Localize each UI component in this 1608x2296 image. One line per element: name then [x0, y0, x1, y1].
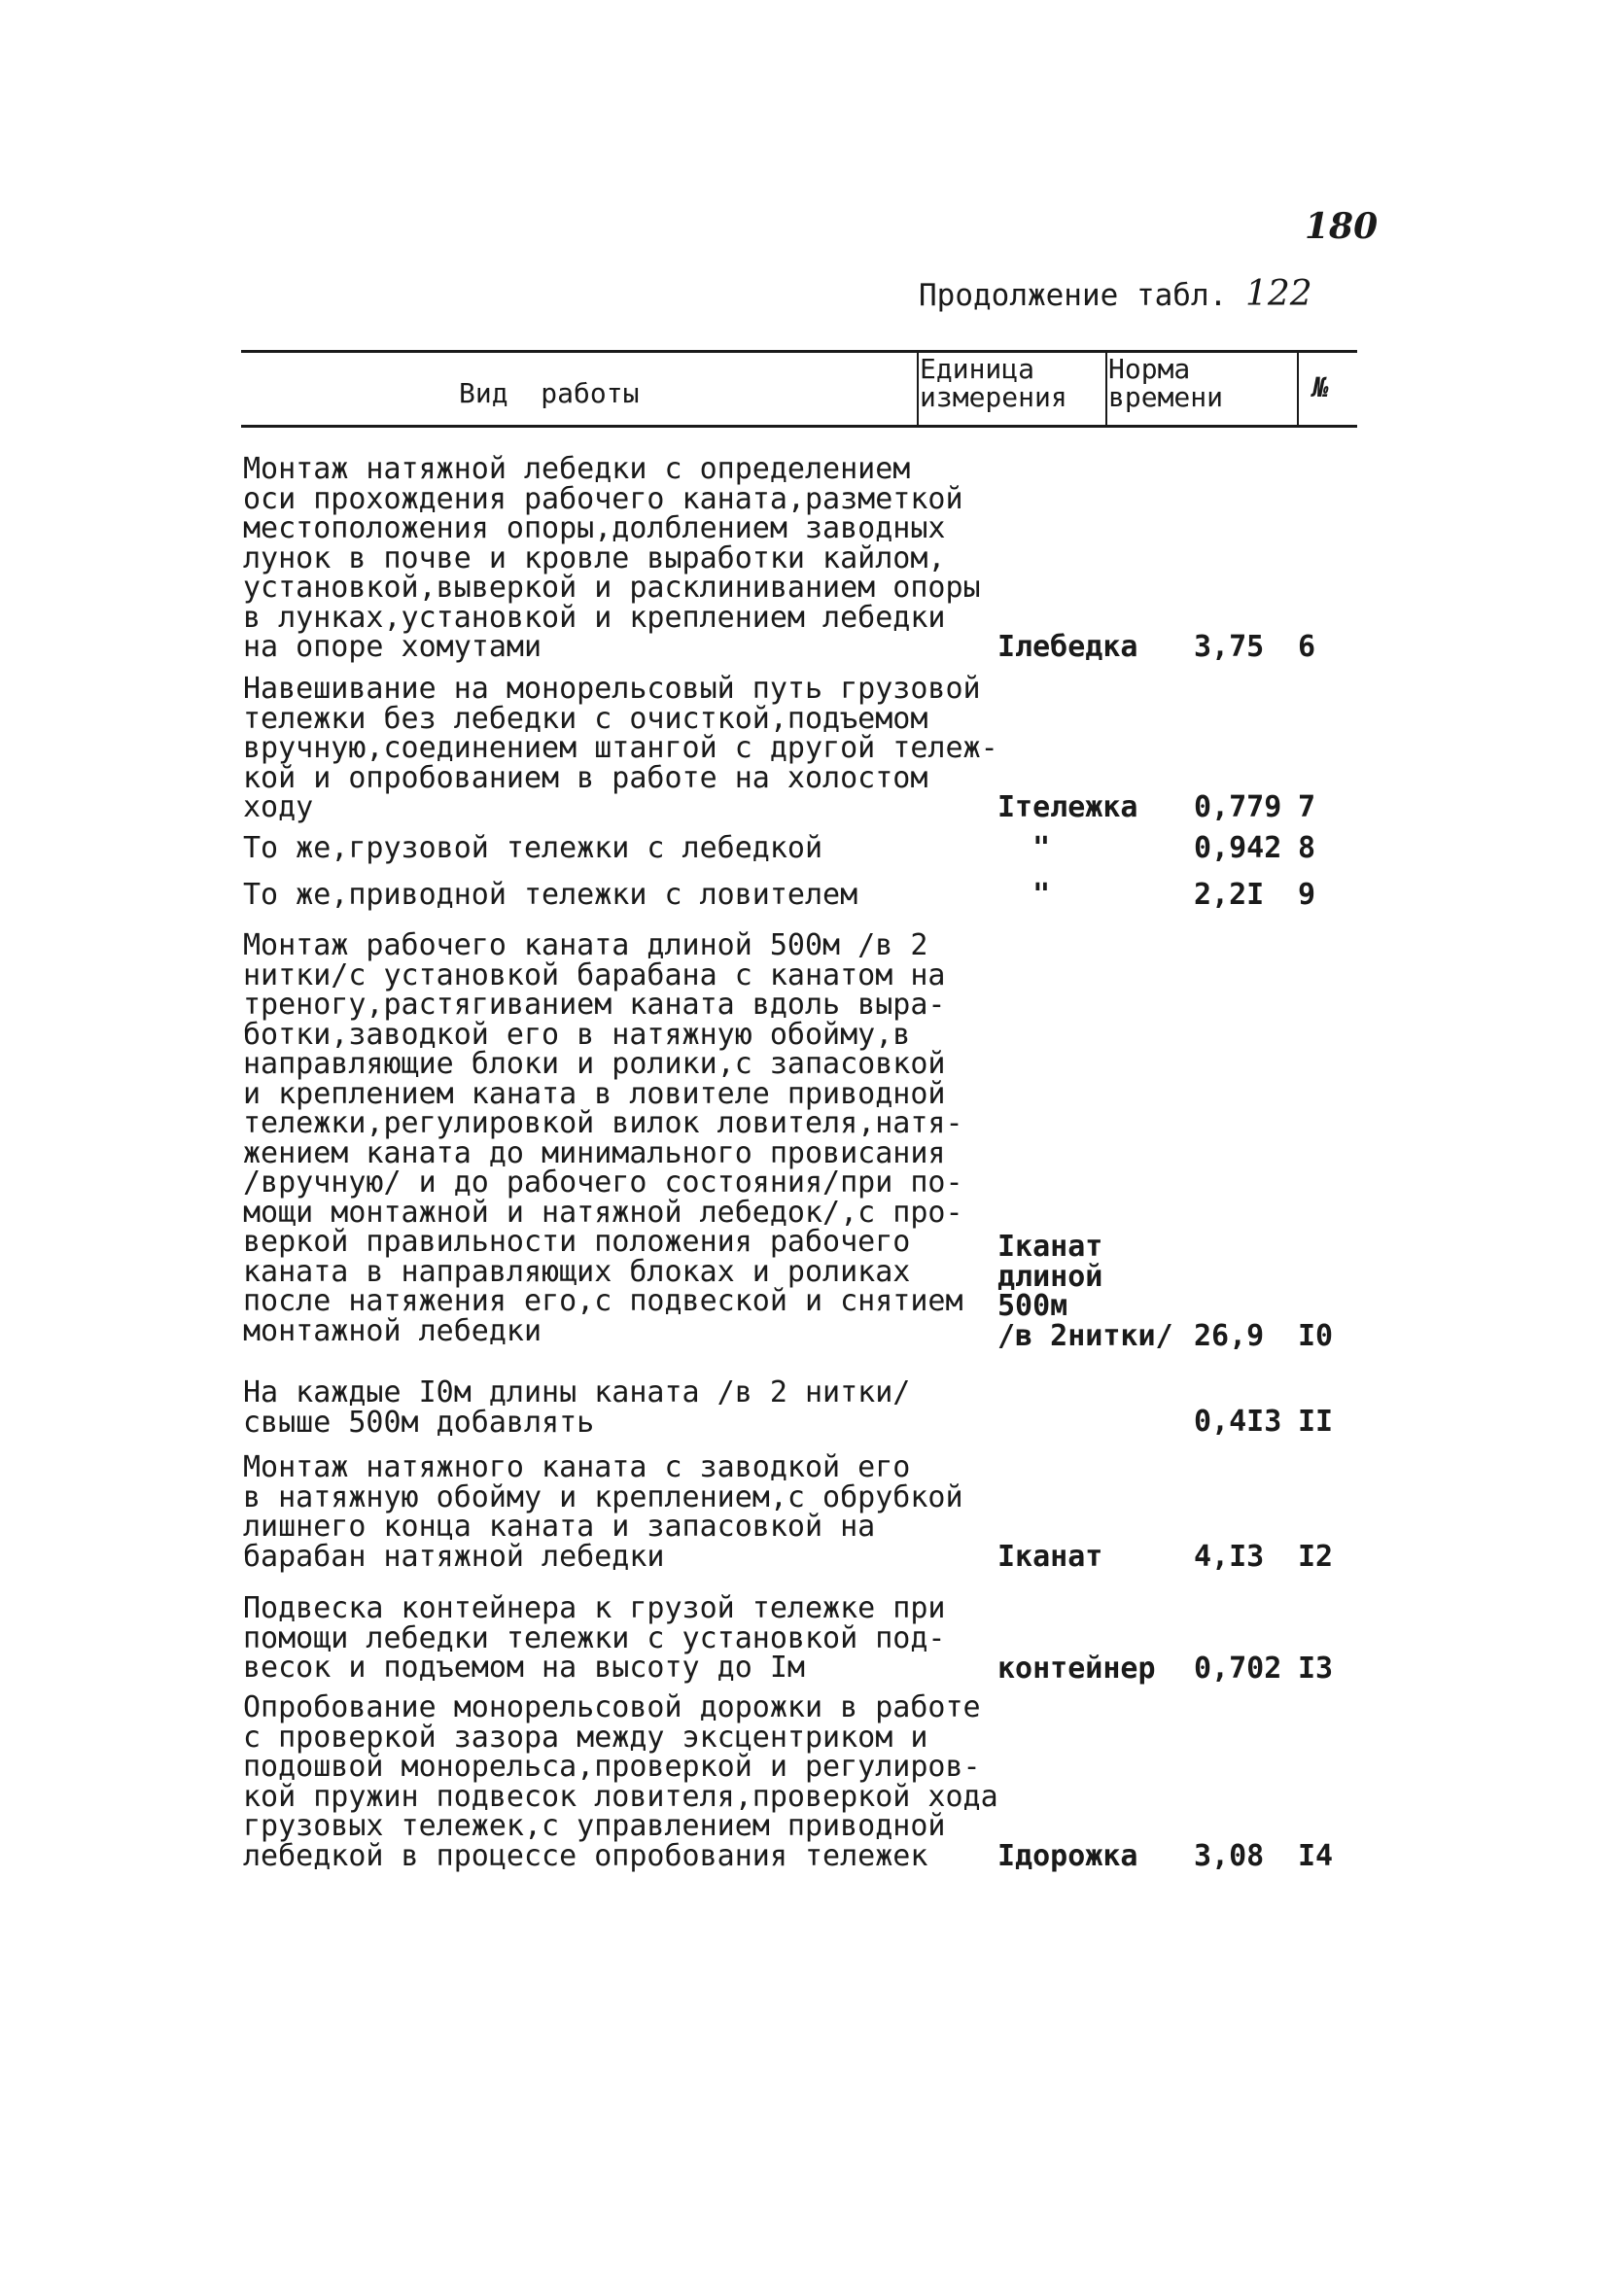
page-number: 180 [1305, 206, 1379, 247]
caption-table-number: 122 [1244, 274, 1312, 314]
cell-unit: Iдорожка [997, 1838, 1138, 1873]
column-separator [1297, 352, 1299, 426]
header-unit: Единица измерения [920, 353, 1067, 413]
caption-prefix: Продолжение табл. [919, 278, 1228, 313]
cell-norm: 4,I3 [1194, 1539, 1265, 1574]
cell-num: 7 [1298, 789, 1316, 824]
table-row [243, 830, 1361, 865]
cell-desc: Монтаж рабочего каната длиной 500м /в 2 нитки/с установкой барабана с канатом на треногу,растягиванием каната вдоль выра- ботки,заводкой его в натяжную обойму,в направляющие блоки и ролики,с запасовкой и креплением каната в ловителе приводной тележки,регулировкой вилок ловителя,натя- жением каната до минимального провисания /вручную/ и до рабочего состояния/при по- мощи монтажной и натяжной лебедок/,с про- веркой правильности положения рабочего каната в направляющих блоках и роликах после натяжения его,с подвеской и снятием монтажной лебедки [243, 928, 963, 1348]
table-row [243, 1375, 1361, 1440]
cell-desc: На каждые I0м длины каната /в 2 нитки/ свыше 500м добавлять [243, 1375, 911, 1440]
cell-desc: Монтаж натяжной лебедки с определением оси прохождения рабочего каната,разметкой местоположения опоры,долблением заводных лунок в почве и кровле выработки кайлом, установкой,выверкой и расклиниванием опоры в лунках,установкой и креплением лебедки на опоре хомутами [243, 452, 981, 664]
cell-desc: То же,грузовой тележки с лебедкой [243, 831, 823, 865]
table-row [243, 452, 1361, 664]
cell-unit: Iтележка [997, 789, 1138, 824]
cell-norm: 2,2I [1194, 877, 1265, 912]
cell-num: II [1298, 1404, 1334, 1439]
cell-norm: 0,702 [1194, 1651, 1282, 1686]
cell-num: I3 [1298, 1651, 1334, 1686]
cell-num: I4 [1298, 1838, 1334, 1873]
header-rule-bottom [241, 425, 1357, 428]
cell-norm: 0,4I3 [1194, 1404, 1282, 1439]
cell-num: I0 [1298, 1318, 1334, 1353]
column-separator [917, 352, 919, 426]
cell-unit: Iлебедка [997, 629, 1138, 664]
table-row [243, 672, 1361, 824]
cell-norm: 0,942 [1194, 830, 1282, 865]
table-row [243, 1591, 1361, 1686]
cell-num: 8 [1298, 830, 1316, 865]
cell-unit: Iканат [997, 1539, 1103, 1574]
header-norm: Норма времени [1108, 353, 1224, 413]
cell-unit: Iканат длиной 500м /в 2нитки/ [997, 1230, 1173, 1353]
cell-desc: Навешивание на монорельсовый путь грузовой тележки без лебедки с очисткой,подъемом вручную,соединением штангой с другой тележ- кой и опробованием в работе на холостом ходу [243, 672, 998, 824]
table-row [243, 877, 1361, 912]
cell-desc: Монтаж натяжного каната с заводкой его в натяжную обойму и креплением,с обрубкой лишнего конца каната и запасовкой на барабан натяжной лебедки [243, 1450, 963, 1574]
cell-unit: контейнер [997, 1651, 1156, 1686]
cell-norm: 0,779 [1194, 789, 1282, 824]
header-work: Вид работы [459, 377, 640, 409]
cell-desc: То же,приводной тележки с ловителем [243, 878, 858, 912]
cell-desc: Подвеска контейнера к грузой тележке при помощи лебедки тележки с установкой под- весок и подъемом на высоту до Iм [243, 1591, 946, 1685]
cell-desc: Опробование монорельсовой дорожки в работе с проверкой зазора между эксцентриком и подошвой монорельса,проверкой и регулиров- кой пружин подвесок ловителя,проверкой хода грузовых тележек,с управлением приводной лебедкой в процессе опробования тележек [243, 1690, 998, 1873]
cell-norm: 3,75 [1194, 629, 1265, 664]
cell-num: 6 [1298, 629, 1316, 664]
table-row [243, 1690, 1361, 1873]
column-separator [1105, 352, 1107, 426]
cell-unit: " [997, 830, 1051, 865]
cell-norm: 3,08 [1194, 1838, 1265, 1873]
cell-num: I2 [1298, 1539, 1334, 1574]
cell-num: 9 [1298, 877, 1316, 912]
table-row [243, 928, 1361, 1353]
cell-unit: " [997, 877, 1051, 912]
cell-norm: 26,9 [1194, 1318, 1265, 1353]
table-caption [919, 274, 1312, 314]
table-row [243, 1450, 1361, 1574]
header-number: № [1312, 371, 1329, 403]
